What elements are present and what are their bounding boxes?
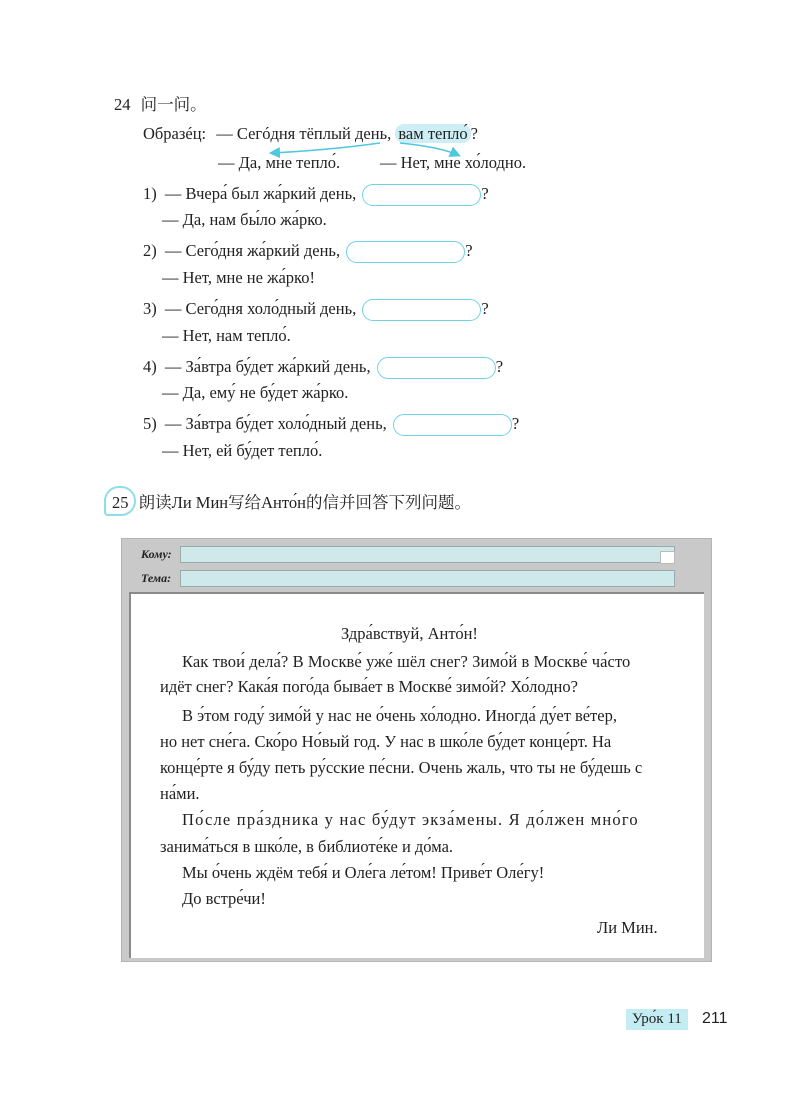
answer-blank-3[interactable] xyxy=(362,299,481,321)
exercise-title-part3: 的信并回答下列问题。 xyxy=(305,493,471,512)
answer-blank-1[interactable] xyxy=(362,184,481,206)
letter-line-8: занима́ться в шко́ле, в библиоте́ке и до́ма. xyxy=(160,837,454,856)
question-mark: ? xyxy=(495,357,504,376)
exercise-number: 25 xyxy=(112,493,129,512)
page-number: 211 xyxy=(702,1010,728,1027)
question-mark: ? xyxy=(481,184,489,203)
question-mark: ? xyxy=(481,299,489,318)
letter-line-6: на́ми. xyxy=(160,784,200,803)
answer-blank-5[interactable] xyxy=(393,414,512,436)
item-question-text: — Сего́дня холо́дный день, xyxy=(164,299,357,318)
to-label: Кому: xyxy=(141,547,172,561)
item-question-text: — За́втра бу́дет холо́дный день, xyxy=(164,414,387,433)
letter-signature: Ли Мин. xyxy=(597,918,658,937)
arrow-left xyxy=(272,143,380,153)
exercise-title-name2: Анто́н xyxy=(261,493,306,512)
sample-question-part1: — Сегóдня тёплый xyxy=(216,124,351,143)
letter-line-9: Мы о́чень ждём тебя́ и Оле́га ле́том! Приве́т Оле́гу! xyxy=(182,863,545,882)
exercise-title-part2: 写给 xyxy=(228,493,262,512)
sample-question-day: день, xyxy=(355,124,392,143)
question-mark: ? xyxy=(465,241,473,260)
item-number: 1) xyxy=(143,184,157,203)
item-4-question xyxy=(143,357,503,379)
answer-blank-2[interactable] xyxy=(346,241,465,263)
item-question-text: — За́втра бу́дет жа́ркий день, xyxy=(164,357,371,376)
sample-answer-no: — Нет, мне хо́лодно. xyxy=(380,153,527,172)
exercise-title-part1: 朗读 xyxy=(138,493,172,512)
letter-line-2: идёт снег? Кака́я пого́да быва́ет в Москве́ зимо́й? Хо́лодно? xyxy=(160,677,578,696)
letter-line-1: Как твои́ дела́? В Москве́ уже́ шёл снег? Зимо́й в Москве́ ча́сто xyxy=(182,652,631,671)
item-2-answer: — Нет, мне не жа́рко! xyxy=(162,268,315,287)
item-5-answer: — Нет, ей бу́дет тепло́. xyxy=(162,441,323,460)
to-field-button[interactable] xyxy=(660,551,675,564)
lesson-label: Уро́к 11 xyxy=(626,1009,688,1030)
sample-answer-yes: — Да, мне тепло́. xyxy=(218,153,341,172)
letter-line-10: До встре́чи! xyxy=(182,889,266,908)
item-number: 3) xyxy=(143,299,157,318)
item-1-answer: — Да, нам бы́ло жа́рко. xyxy=(162,210,327,229)
item-5-question xyxy=(143,414,519,436)
sample-label: Образéц: xyxy=(143,124,207,143)
item-1-question xyxy=(143,184,489,206)
exercise-title: 问一问。 xyxy=(140,95,207,114)
letter-line-3: В э́том году́ зимо́й у нас не о́чень хо́лодно. Иногда́ ду́ет ве́тер, xyxy=(182,706,617,725)
to-field[interactable] xyxy=(180,546,675,563)
letter-line-7: По́сле пра́здника у нас бу́дут экза́мены. Я до́лжен мно́го xyxy=(182,810,639,829)
letter-line-4: но нет сне́га. Ско́ро Но́вый год. У нас в шко́ле бу́дет конце́рт. На xyxy=(160,732,612,751)
item-4-answer: — Да, ему́ не бу́дет жа́рко. xyxy=(162,383,349,402)
subject-label: Тема: xyxy=(141,571,172,585)
subject-field[interactable] xyxy=(180,570,675,587)
item-number: 5) xyxy=(143,414,157,433)
item-2-question xyxy=(143,241,473,263)
answer-blank-4[interactable] xyxy=(377,357,496,379)
exercise-number: 24 xyxy=(114,95,131,114)
exercise-25-heading xyxy=(112,493,471,513)
item-3-answer: — Нет, нам тепло́. xyxy=(162,326,291,345)
item-number: 2) xyxy=(143,241,157,260)
question-mark: ? xyxy=(511,414,520,433)
item-question-text: — Сего́дня жа́ркий день, xyxy=(164,241,341,260)
sample-question-highlight: вам тепло́ xyxy=(395,124,470,143)
sample-question-mark: ? xyxy=(470,124,478,143)
letter-greeting: Здра́вствуй, Анто́н! xyxy=(341,624,478,643)
exercise-title-name1: Ли Мин xyxy=(171,493,229,512)
item-3-question xyxy=(143,299,489,321)
item-number: 4) xyxy=(143,357,157,376)
item-question-text: — Вчера́ был жа́ркий день, xyxy=(164,184,357,203)
letter-line-5: конце́рте я бу́ду петь ру́сские пе́сни. Очень жаль, что ты не бу́дешь с xyxy=(160,758,643,777)
